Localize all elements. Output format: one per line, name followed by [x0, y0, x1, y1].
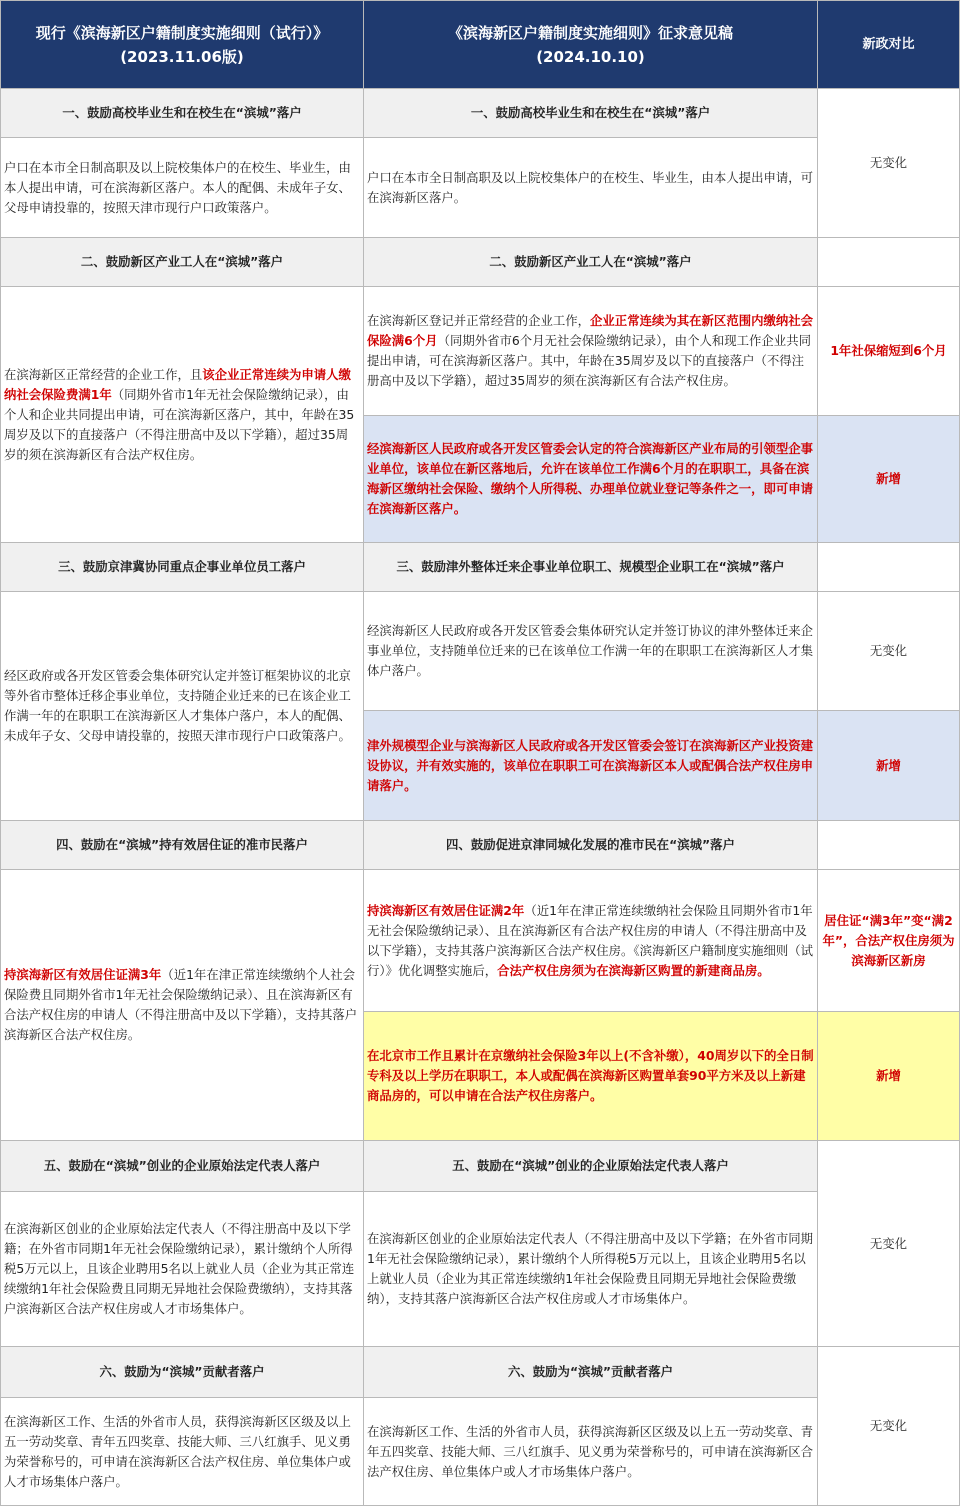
- section-6-draft-text: 在滨海新区工作、生活的外省市人员，获得滨海新区区级及以上五一劳动奖章、青年五四奖章、技能大师、三八红旗手、见义勇为荣誉称号的，可申请在滨海新区合法产权住房、单位集体户或人才市场集体户落户。: [363, 1397, 818, 1506]
- section-5-comparison: 无变化: [817, 1140, 960, 1347]
- header-draft-date: (2024.10.10): [536, 47, 645, 66]
- section-6-title-draft: 六、鼓励为“滨城”贡献者落户: [363, 1346, 818, 1398]
- section-5-title-current: 五、鼓励在“滨城”创业的企业原始法定代表人落户: [0, 1140, 364, 1192]
- section-6-title-current: 六、鼓励为“滨城”贡献者落户: [0, 1346, 364, 1398]
- section-5-draft-text: 在滨海新区创业的企业原始法定代表人（不得注册高中及以下学籍；在外省市同期1年无社会保险缴纳记录），累计缴纳个人所得税5万元以上，且该企业聘用5名以上就业人员（企业为其正常连续缴纳1年社会保险费且同期无异地社会保险费缴纳），支持其落户滨海新区合法产权住房或人才市场集体户。: [363, 1191, 818, 1347]
- section-4-draft-text-2: 在北京市工作且累计在京缴纳社会保险3年以上(不含补缴），40周岁以下的全日制专科及以上学历在职职工，本人或配偶在滨海新区购置单套90平方米及以上新建商品房的，可以申请在合法产权住房落户。: [363, 1011, 818, 1141]
- section-4-comparison-2: 新增: [817, 1011, 960, 1141]
- section-1-title-draft: 一、鼓励高校毕业生和在校生在“滨城”落户: [363, 88, 818, 138]
- section-2-title-current: 二、鼓励新区产业工人在“滨城”落户: [0, 237, 364, 287]
- section-2-comparison-1: 1年社保缩短到6个月: [817, 286, 960, 416]
- section-4-title-current: 四、鼓励在“滨城”持有效居住证的准市民落户: [0, 820, 364, 870]
- section-4-title-draft: 四、鼓励促进京津同城化发展的准市民在“滨城”落户: [363, 820, 818, 870]
- header-current-policy: [0, 0, 364, 89]
- header-current-date: (2023.11.06版): [120, 47, 244, 66]
- section-2-current-text: 在滨海新区正常经营的企业工作，且该企业正常连续为申请人缴纳社会保险费满1年（同期外省市1年无社会保险缴纳记录），由个人和企业共同提出申请，可在滨海新区落户，其中，年龄在35周岁及以下的直接落户（不得注册高中及以下学籍），超过35周岁的须在滨海新区有合法产权住房。: [0, 286, 364, 543]
- section-3-current-text: 经区政府或各开发区管委会集体研究认定并签订框架协议的北京等外省市整体迁移企事业单位，支持随企业迁来的已在该企业工作满一年的在职职工在滨海新区人才集体户落户，本人的配偶、未成年子女、父母申请投靠的，按照天津市现行户口政策落户。: [0, 591, 364, 821]
- section-3-comparison-2: 新增: [817, 710, 960, 821]
- header-draft-policy: [363, 0, 818, 89]
- section-2-draft-text-2: 经滨海新区人民政府或各开发区管委会认定的符合滨海新区产业布局的引领型企事业单位，该单位在新区落地后，允许在该单位工作满6个月的在职职工，具备在滨海新区缴纳社会保险、缴纳个人所得税、办理单位就业登记等条件之一，即可申请在滨海新区落户。: [363, 415, 818, 543]
- section-2-title-draft: 二、鼓励新区产业工人在“滨城”落户: [363, 237, 818, 287]
- section-5-current-text: 在滨海新区创业的企业原始法定代表人（不得注册高中及以下学籍；在外省市同期1年无社会保险缴纳记录），累计缴纳个人所得税5万元以上，且该企业聘用5名以上就业人员（企业为其正常连续缴纳1年社会保险费且同期无异地社会保险费缴纳），支持其落户滨海新区合法产权住房或人才市场集体户。: [0, 1191, 364, 1347]
- section-4-draft-text-1: 持滨海新区有效居住证满2年（近1年在津正常连续缴纳社会保险且同期外省市1年无社会保险缴纳记录）、且在滨海新区有合法产权住房的申请人（不得注册高中及以下学籍），支持其落户滨海新区合法产权住房。《滨海新区户籍制度实施细则（试行）》优化调整实施后，合法产权住房须为在滨海新区购置的新建商品房。: [363, 869, 818, 1012]
- section-2-draft-text-1: 在滨海新区登记并正常经营的企业工作，企业正常连续为其在新区范围内缴纳社会保险满6个月（同期外省市6个月无社会保险缴纳记录），由个人和现工作企业共同提出申请，可在滨海新区落户。其中，年龄在35周岁及以下的直接落户（不得注册高中及以下学籍），超过35周岁的须在滨海新区有合法产权住房。: [363, 286, 818, 416]
- section-4-current-text: 持滨海新区有效居住证满3年（近1年在津正常连续缴纳个人社会保险费且同期外省市1年无社会保险缴纳记录）、且在滨海新区有合法产权住房的申请人（不得注册高中及以下学籍），支持其落户滨海新区合法产权住房。: [0, 869, 364, 1141]
- section-5-title-draft: 五、鼓励在“滨城”创业的企业原始法定代表人落户: [363, 1140, 818, 1192]
- section-3-draft-text-1: 经滨海新区人民政府或各开发区管委会集体研究认定并签订协议的津外整体迁来企事业单位，支持随单位迁来的已在该单位工作满一年的在职职工在滨海新区人才集体户落户。: [363, 591, 818, 711]
- section-1-comparison: 无变化: [817, 88, 960, 238]
- section-1-current-text: 户口在本市全日制高职及以上院校集体户的在校生、毕业生，由本人提出申请，可在滨海新区落户。本人的配偶、未成年子女、父母申请投靠的，按照天津市现行户口政策落户。: [0, 137, 364, 238]
- section-1-draft-text: 户口在本市全日制高职及以上院校集体户的在校生、毕业生，由本人提出申请，可在滨海新区落户。: [363, 137, 818, 238]
- header-comparison-label: 新政对比: [862, 36, 915, 52]
- section-3-title-draft: 三、鼓励津外整体迁来企事业单位职工、规模型企业职工在“滨城”落户: [363, 542, 818, 592]
- section-3-comparison-1: 无变化: [817, 591, 960, 711]
- section-3-draft-text-2: 津外规模型企业与滨海新区人民政府或各开发区管委会签订在滨海新区产业投资建设协议，并有效实施的，该单位在职职工可在滨海新区本人或配偶合法产权住房申请落户。: [363, 710, 818, 821]
- section-3-title-spacer: [817, 542, 960, 592]
- section-6-comparison: 无变化: [817, 1346, 960, 1506]
- section-4-title-spacer: [817, 820, 960, 870]
- section-4-comparison-1: 居住证“满3年”变“满2年”，合法产权住房须为滨海新区新房: [817, 869, 960, 1012]
- section-2-title-spacer: [817, 237, 960, 287]
- section-2-comparison-2: 新增: [817, 415, 960, 543]
- header-draft-title: 《滨海新区户籍制度实施细则》征求意见稿: [447, 23, 733, 42]
- section-1-title-current: 一、鼓励高校毕业生和在校生在“滨城”落户: [0, 88, 364, 138]
- header-current-title: 现行《滨海新区户籍制度实施细则（试行）》: [35, 23, 329, 42]
- section-3-title-current: 三、鼓励京津冀协同重点企事业单位员工落户: [0, 542, 364, 592]
- section-6-current-text: 在滨海新区工作、生活的外省市人员，获得滨海新区区级及以上五一劳动奖章、青年五四奖章、技能大师、三八红旗手、见义勇为荣誉称号的，可申请在滨海新区合法产权住房、单位集体户或人才市场集体户落户。: [0, 1397, 364, 1506]
- header-comparison: [817, 0, 960, 89]
